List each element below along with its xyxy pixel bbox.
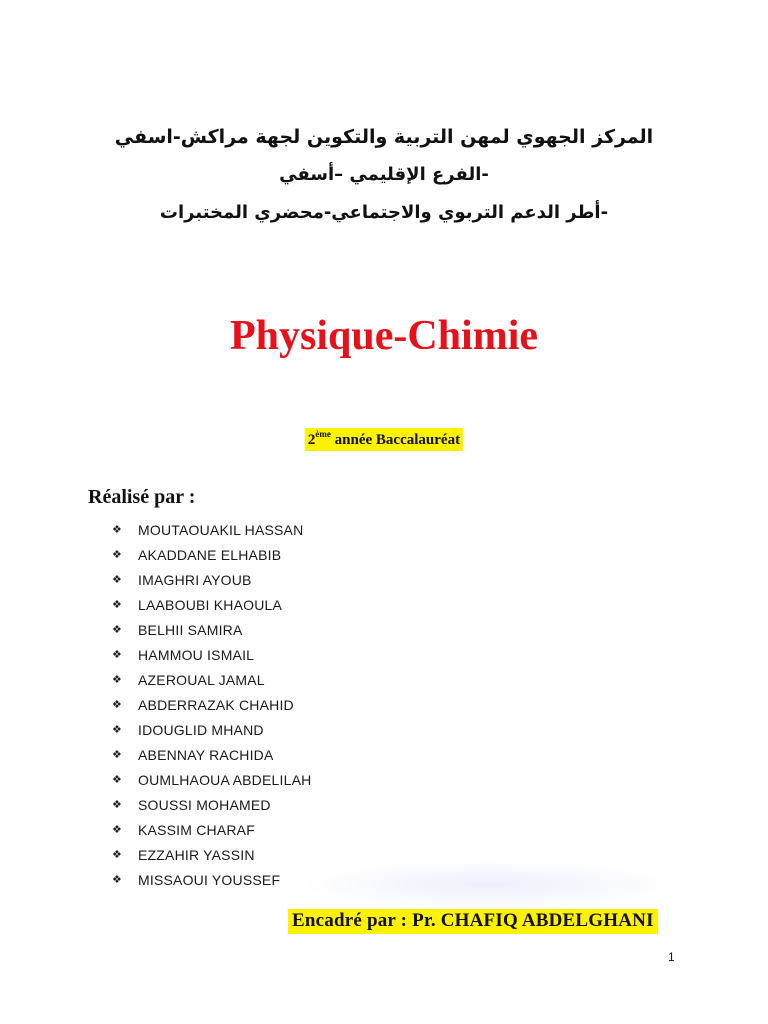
member-name: MOUTAOUAKIL HASSAN xyxy=(138,522,304,538)
member-item xyxy=(112,643,311,668)
diamond-bullet-icon: ❖ xyxy=(112,699,123,711)
diamond-bullet-icon: ❖ xyxy=(112,674,123,686)
level-highlight xyxy=(305,428,463,451)
member-name: AZEROUAL JAMAL xyxy=(138,672,265,688)
document-title: Physique-Chimie xyxy=(229,313,539,359)
member-name: ABDERRAZAK CHAHID xyxy=(138,697,294,713)
diamond-bullet-icon: ❖ xyxy=(112,824,123,836)
member-item xyxy=(112,818,311,843)
level-banner xyxy=(0,428,768,451)
member-name: EZZAHIR YASSIN xyxy=(138,847,255,863)
member-item xyxy=(112,868,311,893)
member-item xyxy=(112,743,311,768)
diamond-bullet-icon: ❖ xyxy=(112,799,123,811)
member-item xyxy=(112,518,311,543)
member-item xyxy=(112,568,311,593)
diamond-bullet-icon: ❖ xyxy=(112,549,123,561)
diamond-bullet-icon: ❖ xyxy=(112,574,123,586)
member-name: BELHII SAMIRA xyxy=(138,622,243,638)
realise-label: Réalisé par : xyxy=(88,486,196,508)
institution-line-2: -الفرع الإقليمي –أسفي xyxy=(279,164,489,185)
diamond-bullet-icon: ❖ xyxy=(112,849,123,861)
institution-header xyxy=(0,118,768,232)
member-item xyxy=(112,843,311,868)
page-number: 1 xyxy=(668,950,675,964)
member-list xyxy=(112,518,311,893)
diamond-bullet-icon: ❖ xyxy=(112,649,123,661)
diamond-bullet-icon: ❖ xyxy=(112,774,123,786)
member-item xyxy=(112,793,311,818)
diamond-bullet-icon: ❖ xyxy=(112,724,123,736)
decorative-glow xyxy=(300,860,680,910)
member-name: HAMMOU ISMAIL xyxy=(138,647,255,663)
member-name: IDOUGLID MHAND xyxy=(138,722,264,738)
member-name: IMAGHRI AYOUB xyxy=(138,572,252,588)
diamond-bullet-icon: ❖ xyxy=(112,749,123,761)
level-text: année Baccalauréat xyxy=(330,432,461,448)
member-name: ABENNAY RACHIDA xyxy=(138,747,274,763)
supervisor-label: Encadré par : Pr. CHAFIQ ABDELGHANI xyxy=(288,909,658,934)
member-item xyxy=(112,668,311,693)
level-superscript: ème xyxy=(315,429,331,439)
institution-line-1: المركز الجهوي لمهن التربية والتكوين لجهة مراكش-اسفي xyxy=(114,126,654,148)
member-item xyxy=(112,618,311,643)
member-item xyxy=(112,693,311,718)
diamond-bullet-icon: ❖ xyxy=(112,624,123,636)
member-item xyxy=(112,543,311,568)
member-name: LAABOUBI KHAOULA xyxy=(138,597,283,613)
member-name: OUMLHAOUA ABDELILAH xyxy=(138,772,312,788)
member-name: SOUSSI MOHAMED xyxy=(138,797,271,813)
level-number: 2 xyxy=(307,432,316,448)
member-item xyxy=(112,593,311,618)
institution-line-3: -أطر الدعم التربوي والاجتماعي-محضري المختبرات xyxy=(159,202,609,223)
member-name: KASSIM CHARAF xyxy=(138,822,255,838)
member-name: MISSAOUI YOUSSEF xyxy=(138,872,281,888)
diamond-bullet-icon: ❖ xyxy=(112,874,123,886)
member-item xyxy=(112,768,311,793)
diamond-bullet-icon: ❖ xyxy=(112,524,123,536)
diamond-bullet-icon: ❖ xyxy=(112,599,123,611)
member-name: AKADDANE ELHABIB xyxy=(138,547,282,563)
member-item xyxy=(112,718,311,743)
